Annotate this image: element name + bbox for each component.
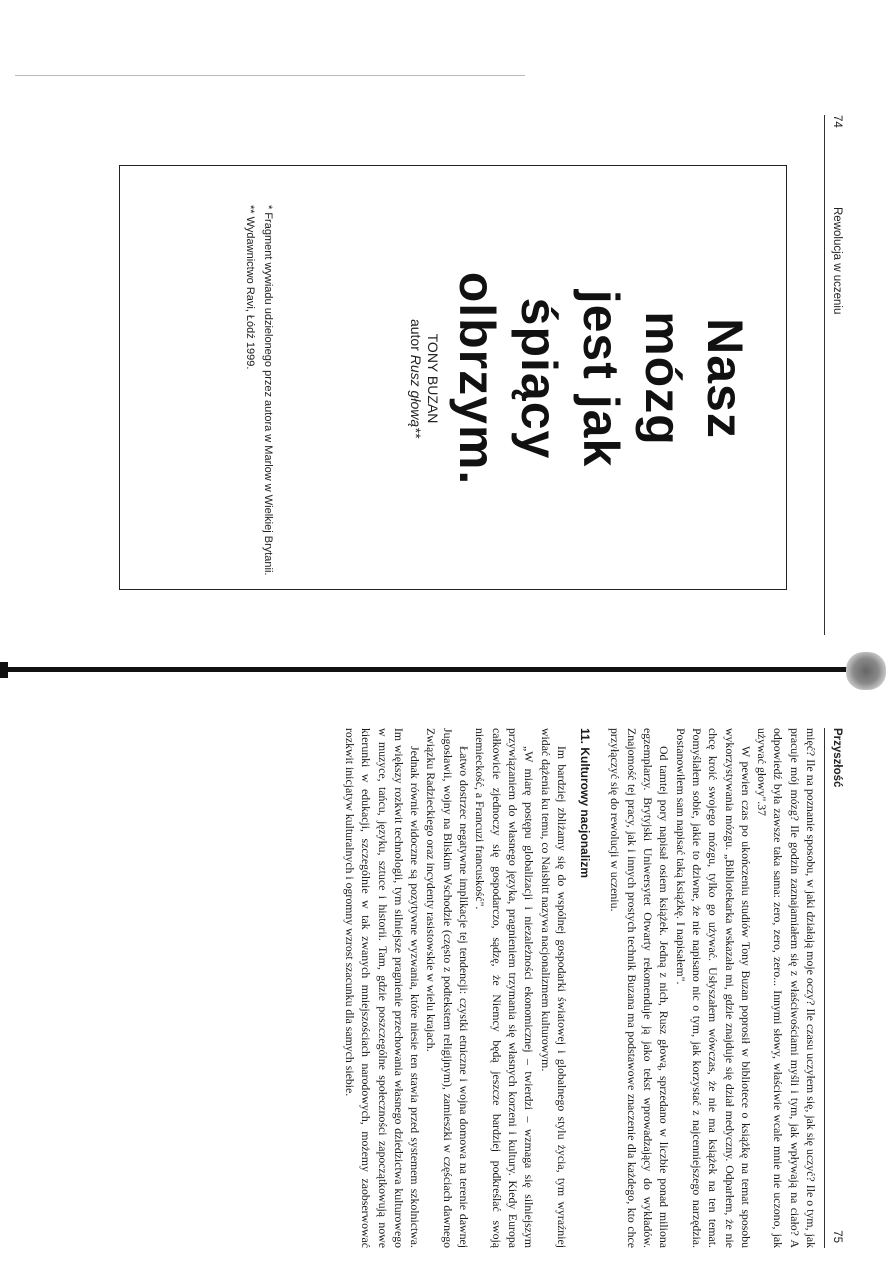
page-75 <box>87 728 847 1248</box>
running-title: Rewolucja w uczeniu <box>831 207 843 315</box>
headline-line: Nasz <box>697 318 753 439</box>
headline-line: śpiący <box>511 297 567 460</box>
page-number: 74 <box>831 115 843 128</box>
author-role-prefix: autor <box>408 318 424 351</box>
section-heading: 11. Kulturowy nacjonalizm <box>578 728 593 879</box>
paragraph: Od tamtej pory napisał osiem książek. Jedną z nich, Rusz głową, sprzedano w liczbie ponad miliona egzemplarzy. Brytyjski Uniwersytet Otwarty rekomenduje ją jako tekst wprowadzający do wykładów. Znajomość tej pracy, jak i innych prostych technik Buzana ma podstawowe znaczenie dla każdego, kto chce przyłączyć się do rewolucji w uczeniu. <box>608 728 672 1248</box>
page-number: 75 <box>831 1230 843 1243</box>
paragraph: „W miarę postępu globalizacji i niezależności ekonomicznej – twierdzi – wzmaga się silniejszym przywiązaniem do własnego języka, pragnieniem trzymania się własnych korzeni i kultury. Kiedy Europa całkowicie zjednoczy się gospodarczo, sądzę, że Niemcy będą jeszcze bardziej podkreślać swoją niemieckość, a Francuzi francuskość". <box>473 728 537 1248</box>
headline-quote <box>446 166 756 591</box>
headline-line: olbrzym. <box>449 271 505 486</box>
scan-artifact-line <box>15 75 525 76</box>
headline-line: jest jak <box>573 289 629 468</box>
header-rule <box>824 115 825 635</box>
author-role <box>407 166 424 591</box>
running-head <box>823 115 847 635</box>
running-head <box>823 728 847 1248</box>
author-role-book: Rusz głową** <box>408 354 424 439</box>
footnotes <box>239 205 275 590</box>
paragraph: Im bardziej zbliżamy się do wspólnej gospodarki światowej i globalnego stylu życia, tym wyraźniej widać dążenia ku temu, co Naisbitt nazywa nacjonalizmem kulturowym. <box>538 728 569 1248</box>
header-rule <box>824 728 825 1248</box>
spine-fold-line <box>0 667 850 672</box>
paragraph: W pewien czas po ukończeniu studiów Tony Buzan poprosił w bibliotece o książkę na temat sposobu wykorzystywania mózgu. „Bibliotekarka wskazała mi, gdzie znajduje się dział medyczny. Odparłem, że nie chcę kroić swojego mózgu, tylko go używać. Usłyszałem wówczas, że nie ma książek na ten temat. Pomyślałem sobie, jakie to dziwne, że nie napisano nic o tym, jak korzystać z najcenniejszego narzędzia. Postanowiłem sam napisać taką książkę. I napisałem". <box>673 728 753 1248</box>
page-74 <box>87 115 847 635</box>
paragraph: Jednak równie widoczne są pozytywne wyzwania, które niesie ten stawia przed systemem szkolnictwa. Im większy rozkwit technologii, tym silniejsze pragnienie przechowania własnego dziedzictwa kulturowego w muzyce, tańcu, języku, sztuce i historii. Tam, gdzie poszczególne społeczności zapoczątkowują nowe kierunki w edukacji, szczególnie w tak zwanych mniejszościach narodowych, możemy zaobserwować rozkwit inicjatyw kulturalnych i ogromny wzrost szacunku dla samych siebie. <box>342 728 423 1248</box>
author-name: TONY BUZAN <box>425 333 441 424</box>
scan-smudge <box>846 652 886 690</box>
footnote: ** Wydawnictwo Ravi, Łódź 1999. <box>244 205 256 370</box>
paragraph: mięć? Ile na poznanie sposobu, w jaki działają moje oczy? Ile czasu uczyłem się, jak się uczyć? Ile o tym, jak pracuje mój mózg? Ile godzin zaznajamiałem się z właściwościami myśli i tym, jak wpływają na ciało? A odpowiedź była zawsze taka sama: zero, zero, zero... Innymi słowy, właściwie wcale mnie nie uczono, jak używać głowy".37 <box>755 728 818 1248</box>
quote-box <box>119 165 787 590</box>
author-attribution <box>407 166 441 591</box>
body-text <box>342 728 819 1248</box>
footnote: * Fragment wywiadu udzielonego przez autora w Marlow w Wielkiej Brytanii. <box>262 205 274 576</box>
paragraph: Łatwo dostrzec negatywne implikacje tej tendencji: czystki etniczne i wojna domowa na terenie dawnej Jugosławii, wojny na Bliskim Wschodzie (często z podtekstem religijnym), zamieszki w częściach dawnego Związku Radzieckiego oraz incydenty rasistowskie w wielu krajach. <box>424 728 472 1248</box>
headline-line: mózg <box>635 311 691 446</box>
running-title: Przyszłość <box>831 728 843 788</box>
